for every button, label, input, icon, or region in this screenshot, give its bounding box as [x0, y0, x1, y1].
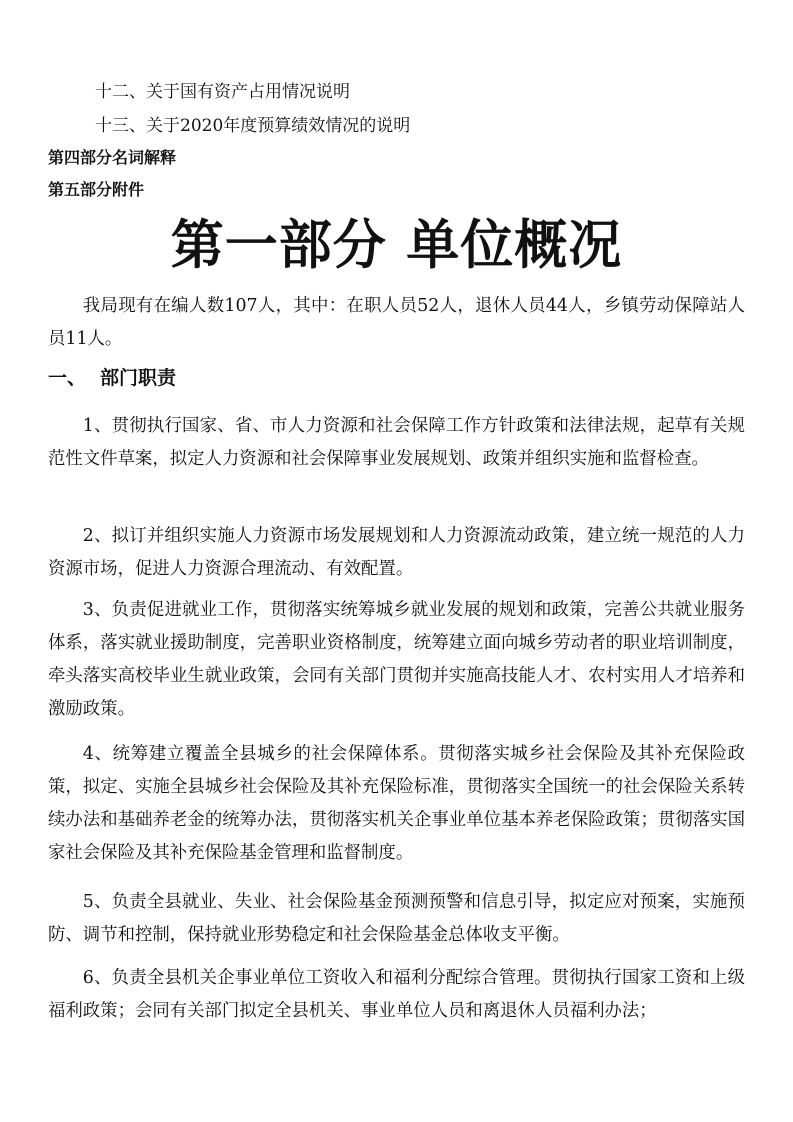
duty-paragraph-4: 4、统筹建立覆盖全县城乡的社会保障体系。贯彻落实城乡社会保险及其补充保险政策，拟定、实施全县城乡社会保险及其补充保险标准，贯彻落实全国统一的社会保险关系转续办法和基础养老金的统筹办法，贯彻落实机关企事业单位基本养老保险政策；贯彻落实国家社会保险及其补充保险基金管理和监督制度。	[48, 744, 745, 863]
section-number: 一、	[48, 367, 87, 389]
section-heading	[48, 363, 176, 393]
duty-paragraph-1: 1、贯彻执行国家、省、市人力资源和社会保障工作方针政策和法律法规，起草有关规范性文件草案，拟定人力资源和社会保障事业发展规划、政策并组织实施和监督检查。	[48, 416, 745, 469]
section-title: 部门职责	[100, 367, 177, 389]
part-title: 第一部分 单位概况	[170, 215, 623, 276]
toc-part-5: 第五部分附件	[48, 180, 145, 199]
toc-item-13: 十三、关于2020年度预算绩效情况的说明	[95, 116, 411, 136]
toc-item-12: 十二、关于国有资产占用情况说明	[95, 82, 350, 102]
duty-paragraph-2: 2、拟订并组织实施人力资源市场发展规划和人力资源流动政策，建立统一规范的人力资源市场，促进人力资源合理流动、有效配置。	[48, 526, 745, 579]
duty-paragraph-6: 6、负责全县机关企事业单位工资收入和福利分配综合管理。贯彻执行国家工资和上级福利政策；会同有关部门拟定全县机关、事业单位人员和离退休人员福利办法；	[48, 968, 745, 1021]
intro-paragraph: 我局现有在编人数107人，其中：在职人员52人，退休人员44人，乡镇劳动保障站人员11人。	[48, 296, 745, 349]
toc-part-4: 第四部分名词解释	[48, 148, 177, 167]
duty-paragraph-5: 5、负责全县就业、失业、社会保险基金预测预警和信息引导，拟定应对预案，实施预防、调节和控制，保持就业形势稳定和社会保险基金总体收支平衡。	[48, 892, 745, 945]
duty-paragraph-3: 3、负责促进就业工作，贯彻落实统筹城乡就业发展的规划和政策，完善公共就业服务体系，落实就业援助制度，完善职业资格制度，统筹建立面向城乡劳动者的职业培训制度，牵头落实高校毕业生就业政策，会同有关部门贯彻并实施高技能人才、农村实用人才培养和激励政策。	[48, 600, 745, 719]
